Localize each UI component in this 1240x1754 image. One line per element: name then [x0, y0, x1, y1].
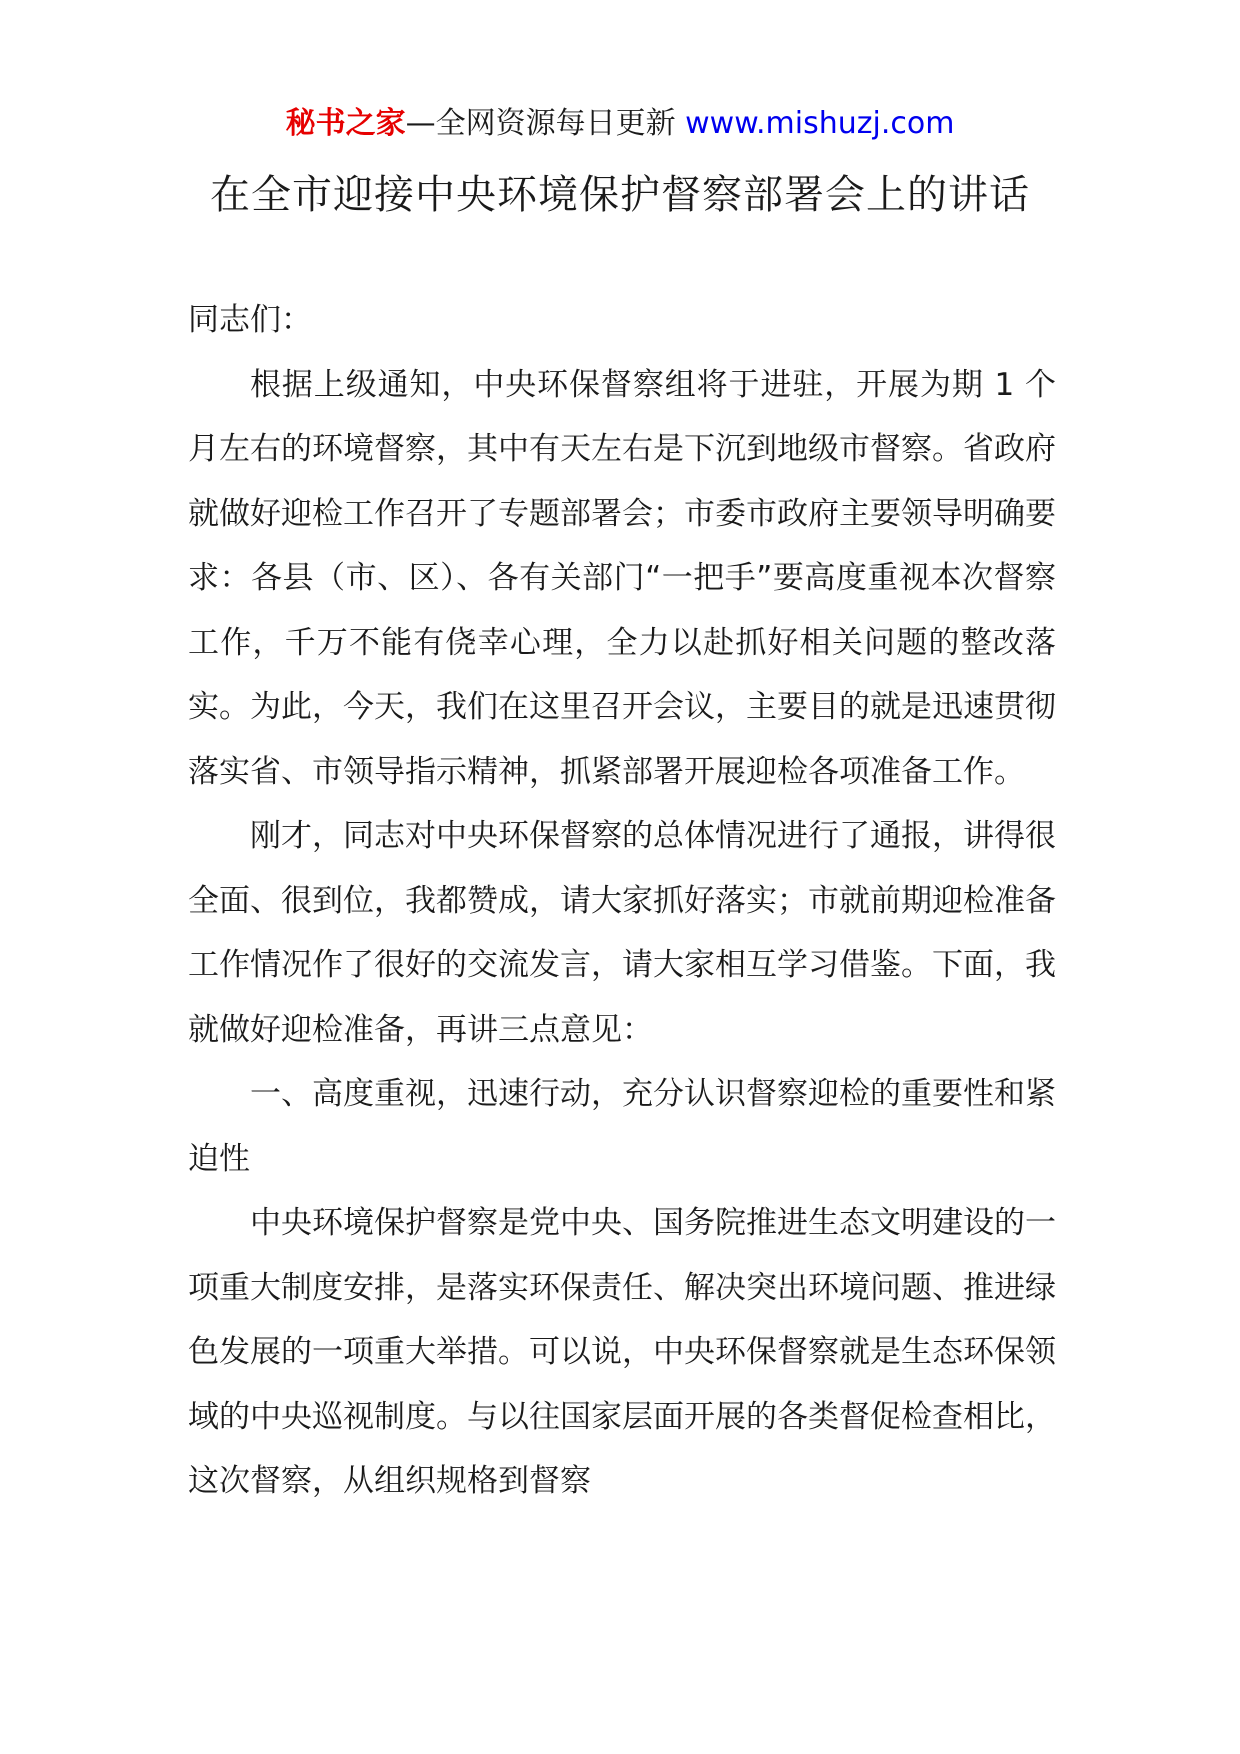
paragraph: 刚才，同志对中央环保督察的总体情况进行了通报，讲得很全面、很到位，我都赞成，请大家抓好落实；市就前期迎检准备工作情况作了很好的交流发言，请大家相互学习借鉴。下面，我就做好迎检准备，再讲三点意见：	[188, 818, 1056, 1048]
section-heading: 一、高度重视，迅速行动，充分认识督察迎检的重要性和紧迫性	[188, 1076, 1056, 1177]
paragraph: 中央环境保护督察是党中央、国务院推进生态文明建设的一项重大制度安排，是落实环保责任、解决突出环境问题、推进绿色发展的一项重大举措。可以说，中央环保督察就是生态环保领域的中央巡视制度。与以往国家层面开展的各类督促检查相比，这次督察，从组织规格到督察	[188, 1205, 1056, 1499]
paragraph: 根据上级通知，中央环保督察组将于进驻，开展为期 1 个月左右的环境督察，其中有天左右是下沉到地级市督察。省政府就做好迎检工作召开了专题部署会；市委市政府主要领导明确要求：各县（市、区）、各有关部门“一把手”要高度重视本次督察工作，千万不能有侥幸心理，全力以赴抓好相关问题的整改落实。为此，今天，我们在这里召开会议，主要目的就是迅速贯彻落实省、市领导指示精神，抓紧部署开展迎检各项准备工作。	[188, 366, 1056, 790]
site-banner	[0, 102, 1240, 146]
site-url-link[interactable]: www.mishuzj.com	[685, 106, 955, 141]
document-title: 在全市迎接中央环境保护督察部署会上的讲话	[210, 172, 1030, 218]
salutation: 同志们：	[188, 302, 312, 338]
document-body	[188, 288, 1056, 1514]
brand-name: 秘书之家	[285, 106, 406, 141]
banner-tagline: —全网资源每日更新	[405, 106, 676, 141]
